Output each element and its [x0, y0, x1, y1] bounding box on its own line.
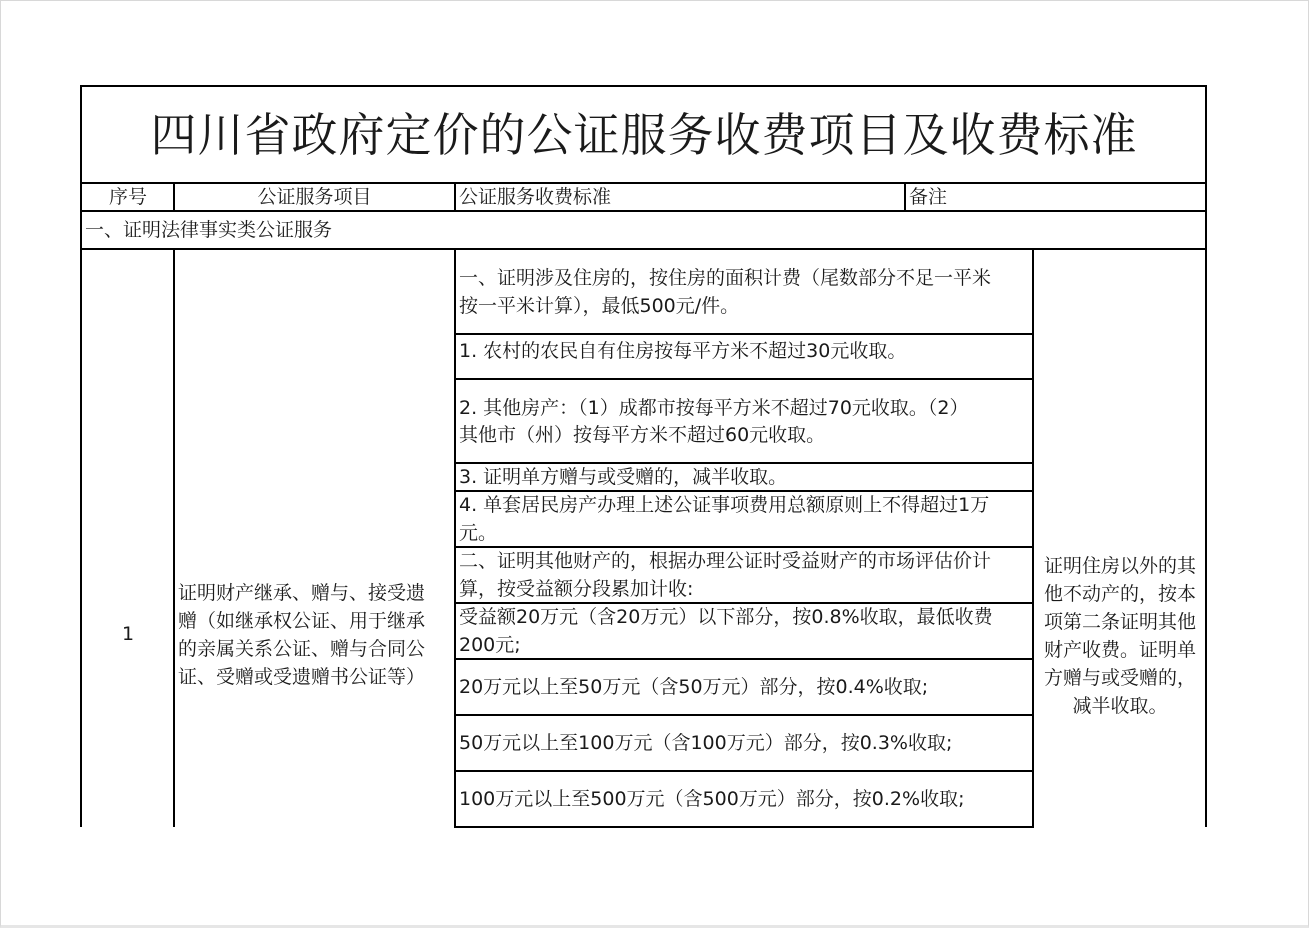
standard-cap-line: 4. 单套居民房产办理上述公证事项费用总额原则上不得超过1万	[459, 494, 990, 516]
frame-left-line	[80, 85, 82, 827]
row-item-line: 证、受赠或受遗赠书公证等）	[178, 666, 426, 688]
header-standard: 公证服务收费标准	[459, 186, 612, 208]
standard-other-property-line: 2. 其他房产：（1）成都市按每平方米不超过70元收取。（2）	[459, 397, 969, 419]
standard-divider	[454, 658, 1034, 660]
header-item: 公证服务项目	[257, 186, 372, 208]
standard-tier-1-line: 受益额20万元（含20万元）以下部分，按0.8%收取，最低收费	[459, 606, 993, 628]
section-bottom-line	[80, 248, 1207, 250]
row-divider-seq	[173, 248, 175, 827]
frame-top-line	[80, 85, 1207, 87]
remark-line: 财产收费。证明单	[1043, 639, 1196, 661]
header-divider-2	[454, 182, 456, 211]
standard-other-assets-line: 二、证明其他财产的，根据办理公证时受益财产的市场评估价计	[459, 550, 992, 572]
section-title: 一、证明法律事实类公证服务	[85, 219, 333, 241]
standard-tier-3: 50万元以上至100万元（含100万元）部分，按0.3%收取;	[459, 732, 953, 754]
header-seq: 序号	[108, 186, 147, 208]
standard-divider	[454, 378, 1034, 380]
remark-line: 方赠与或受赠的，	[1043, 667, 1196, 689]
standard-unilateral-gift: 3. 证明单方赠与或受赠的，减半收取。	[459, 466, 788, 488]
row-item-line: 赠（如继承权公证、用于继承	[178, 610, 426, 632]
standard-housing-line: 一、证明涉及住房的，按住房的面积计费（尾数部分不足一平米	[459, 267, 992, 289]
standard-tier-1-line: 200元;	[459, 634, 521, 656]
row-item-line: 证明财产继承、赠与、接受遗	[178, 582, 426, 604]
header-remark: 备注	[909, 186, 948, 208]
frame-right-line	[1205, 85, 1207, 827]
remark-line: 他不动产的，按本	[1043, 583, 1196, 605]
standard-other-property-line: 其他市（州）按每平方米不超过60元收取。	[459, 424, 826, 446]
standard-divider	[454, 826, 1034, 828]
remark-line: 证明住房以外的其	[1043, 555, 1196, 577]
header-divider-3	[904, 182, 906, 211]
header-bottom-line	[80, 210, 1207, 212]
standard-cap-line: 元。	[459, 522, 498, 544]
standard-tier-2: 20万元以上至50万元（含50万元）部分，按0.4%收取;	[459, 676, 929, 698]
remark-line: 减半收取。	[1072, 695, 1168, 717]
standard-divider	[454, 714, 1034, 716]
standard-divider	[454, 770, 1034, 772]
standard-rural-housing: 1. 农村的农民自有住房按每平方米不超过30元收取。	[459, 340, 907, 362]
standard-tier-4: 100万元以上至500万元（含500万元）部分，按0.2%收取;	[459, 788, 965, 810]
remark-line: 项第二条证明其他	[1043, 611, 1196, 633]
standard-divider	[454, 333, 1034, 335]
document-title: 四川省政府定价的公证服务收费项目及收费标准	[150, 108, 1138, 162]
standard-other-assets-line: 算，按受益额分段累加计收:	[459, 578, 694, 600]
row-item-line: 的亲属关系公证、赠与合同公	[178, 638, 426, 660]
standard-housing-line: 按一平米计算），最低500元/件。	[459, 295, 740, 317]
row-seq: 1	[121, 623, 135, 645]
